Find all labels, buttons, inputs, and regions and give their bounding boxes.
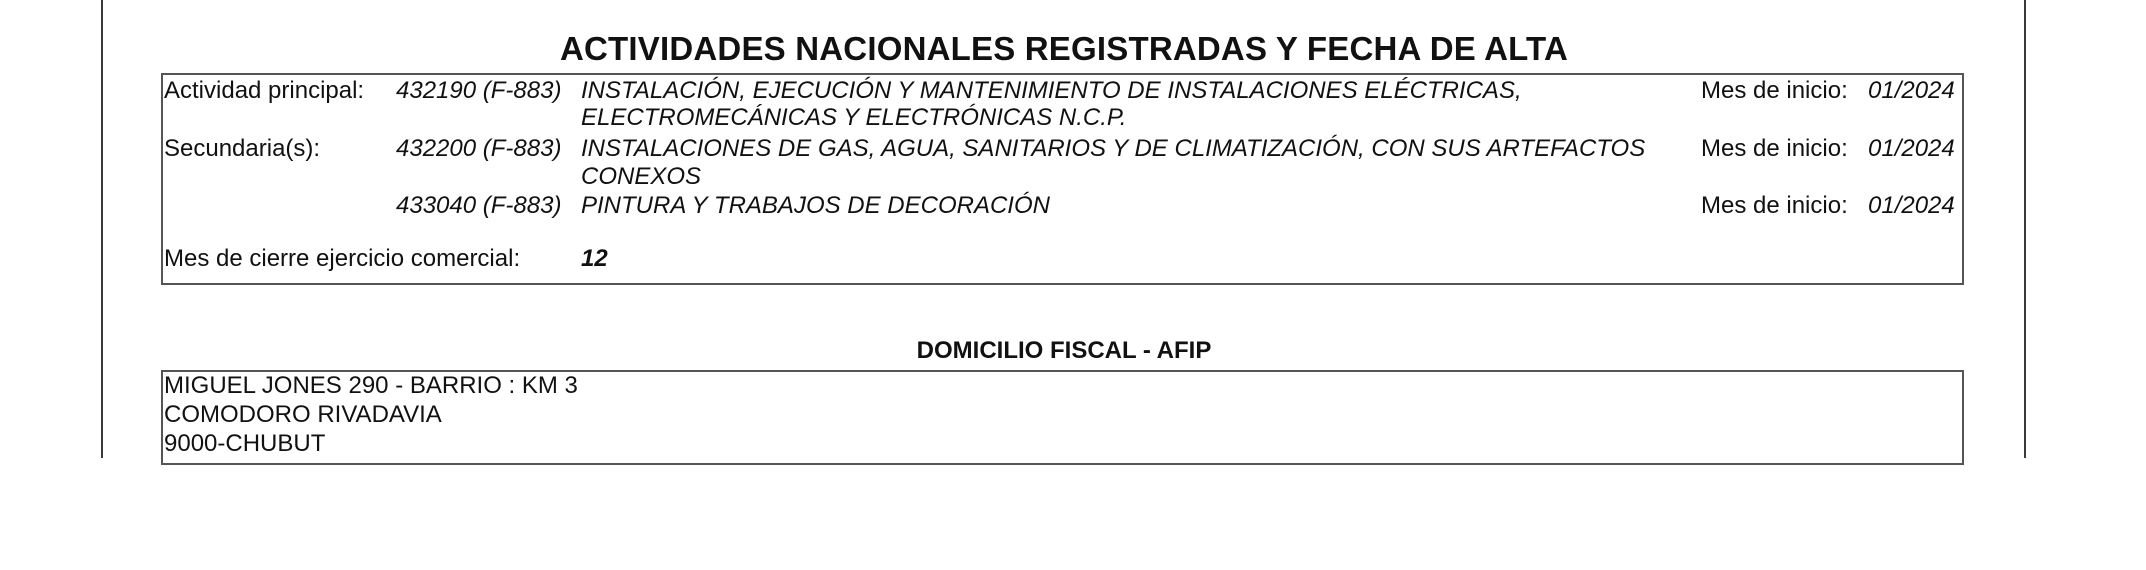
actividades-box	[161, 73, 1964, 285]
section-title-domicilio: DOMICILIO FISCAL - AFIP	[916, 337, 1212, 364]
mes-inicio-label: Mes de inicio:	[1701, 135, 1848, 162]
mes-inicio-label: Mes de inicio:	[1701, 192, 1848, 219]
actividad-principal-label: Actividad principal:	[164, 77, 365, 104]
activity-description-cont: ELECTROMECÁNICAS Y ELECTRÓNICAS N.C.P.	[581, 104, 1127, 131]
secundarias-label: Secundaria(s):	[164, 135, 321, 162]
mes-cierre-label: Mes de cierre ejercicio comercial:	[164, 245, 521, 272]
domicilio-line: 9000-CHUBUT	[164, 430, 326, 457]
mes-inicio-label: Mes de inicio:	[1701, 77, 1848, 104]
domicilio-line: COMODORO RIVADAVIA	[164, 401, 442, 428]
activity-description-cont: CONEXOS	[581, 163, 702, 190]
mes-inicio-value: 01/2024	[1868, 192, 1955, 219]
domicilio-box	[161, 370, 1964, 465]
domicilio-line: MIGUEL JONES 290 - BARRIO : KM 3	[164, 372, 578, 399]
mes-inicio-value: 01/2024	[1868, 77, 1955, 104]
activity-description: INSTALACIONES DE GAS, AGUA, SANITARIOS Y DE CLIMATIZACIÓN, CON SUS ARTEFACTOS	[581, 135, 1646, 162]
activity-code: 433040 (F-883)	[396, 192, 562, 219]
activity-description: INSTALACIÓN, EJECUCIÓN Y MANTENIMIENTO DE INSTALACIONES ELÉCTRICAS,	[581, 77, 1522, 104]
section-title-actividades: ACTIVIDADES NACIONALES REGISTRADAS Y FECHA DE ALTA	[559, 30, 1568, 67]
page-border-right	[2024, 0, 2026, 458]
page-border-left	[101, 0, 103, 458]
activity-code: 432200 (F-883)	[396, 135, 562, 162]
activity-code: 432190 (F-883)	[396, 77, 562, 104]
activity-description: PINTURA Y TRABAJOS DE DECORACIÓN	[581, 192, 1050, 219]
mes-inicio-value: 01/2024	[1868, 135, 1955, 162]
mes-cierre-value: 12	[581, 245, 608, 272]
